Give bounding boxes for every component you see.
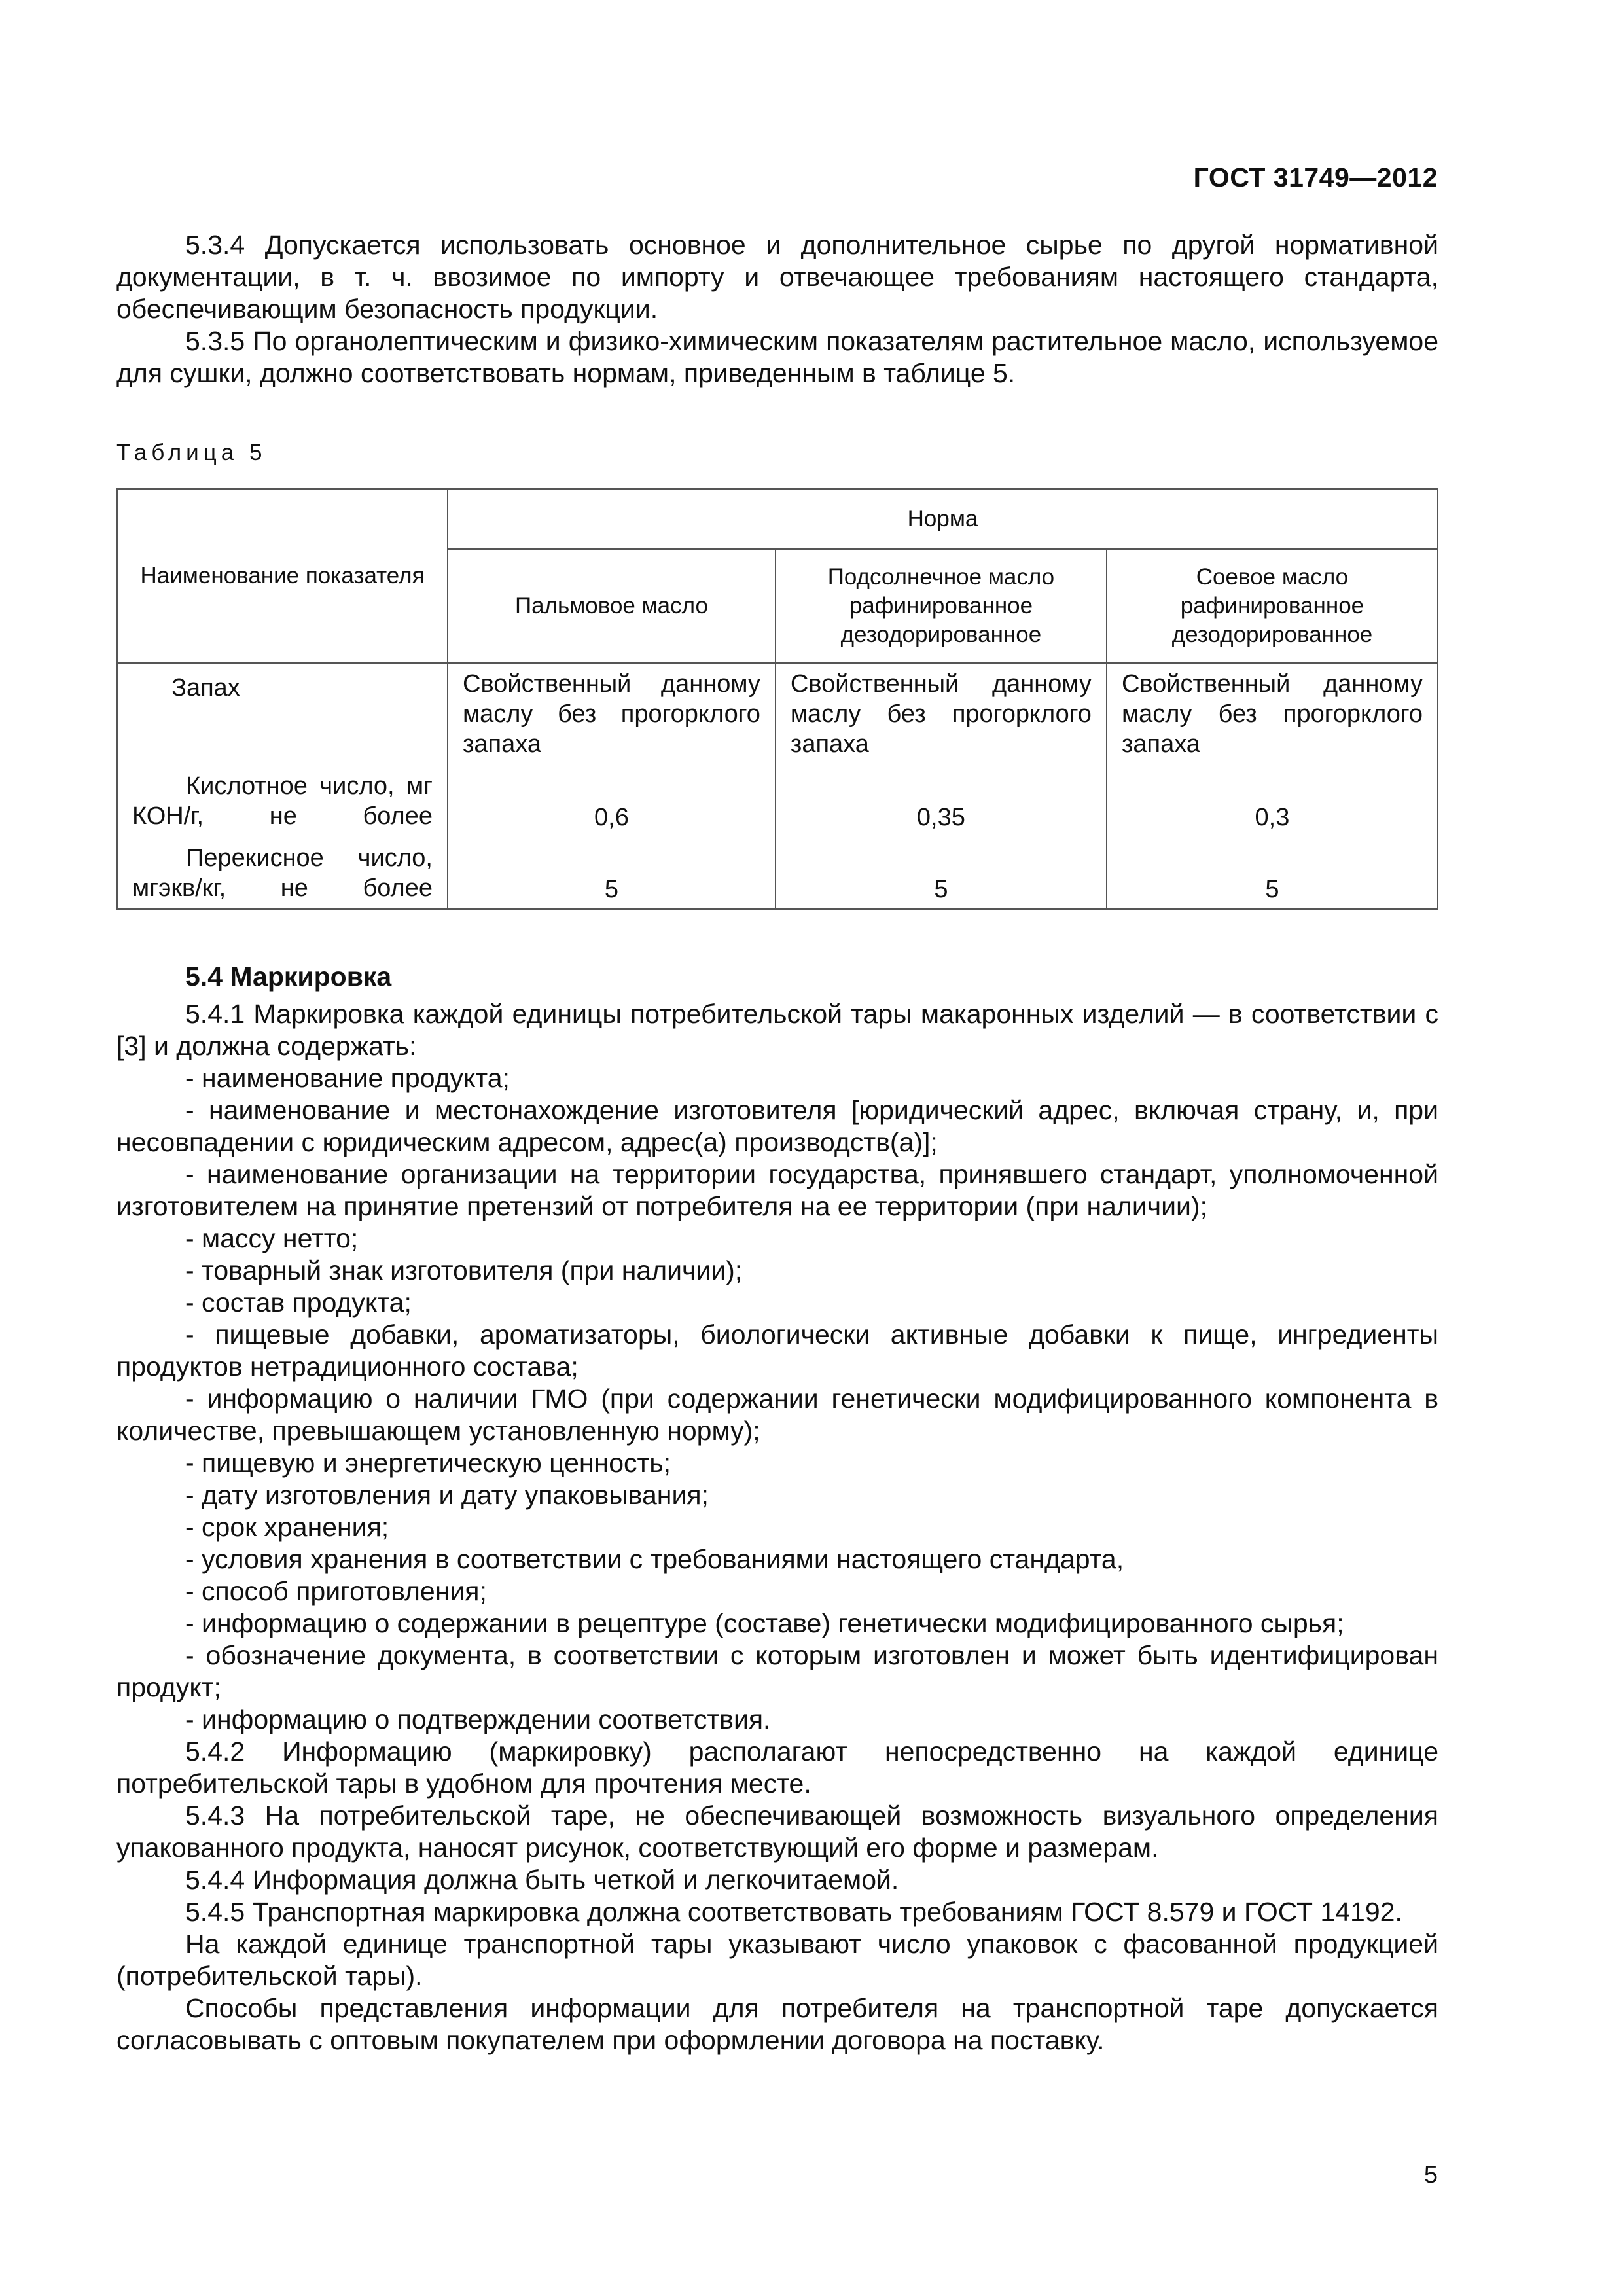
list-item: - состав продукта; (185, 1287, 412, 1318)
list-item: - информацию о наличии ГМО (при содержании генетически модифицированного компонента в количестве, превышающем установленную норму); (116, 1384, 1438, 1446)
list-item: - условия хранения в соответствии с требованиями настоящего стандарта, (185, 1544, 1124, 1574)
list-item: - наименование продукта; (185, 1063, 510, 1093)
row-name: Кислотное число, мг КОН/г, не более (117, 764, 448, 836)
table-header-name: Наименование показателя (117, 489, 448, 663)
list-item: - способ приготовления; (185, 1576, 487, 1606)
table-header-col: Пальмовое масло (448, 549, 776, 663)
paragraph: 5.4.4 Информация должна быть четкой и легкочитаемой. (185, 1865, 899, 1895)
list-item: - дату изготовления и дату упаковывания; (185, 1480, 709, 1510)
row-name: Запах (117, 663, 448, 764)
standard-code: ГОСТ 31749—2012 (1193, 162, 1438, 192)
list-item: - пищевую и энергетическую ценность; (185, 1448, 671, 1478)
row-value: Свойственный данному маслу без прогорклого запаха (448, 663, 776, 764)
table-header-col: Подсолнечное масло рафинированное дезодорированное (776, 549, 1107, 663)
table-header-norm: Норма (448, 489, 1438, 549)
paragraph: На каждой единице транспортной тары указывают число упаковок с фасованной продукцией (потребительской тары). (116, 1929, 1438, 1991)
list-item: - срок хранения; (185, 1512, 389, 1542)
row-value: Свойственный данному маслу без прогорклого запаха (776, 663, 1107, 764)
row-value: 0,3 (1107, 764, 1438, 836)
table-row (117, 663, 1438, 764)
row-value: 5 (448, 836, 776, 909)
norms-table (116, 488, 1438, 910)
table-label: Таблица 5 (116, 440, 267, 465)
section-title: 5.4 Маркировка (185, 961, 392, 992)
table-row (117, 764, 1438, 836)
table-row (117, 836, 1438, 909)
row-value: 5 (1107, 836, 1438, 909)
list-item: - пищевые добавки, ароматизаторы, биологически активные добавки к пище, ингредиенты продуктов нетрадиционного состава; (116, 1319, 1438, 1382)
row-value: 0,6 (448, 764, 776, 836)
list-item: - информацию о подтверждении соответствия. (185, 1704, 771, 1734)
row-value: 5 (776, 836, 1107, 909)
paragraph: 5.4.3 На потребительской таре, не обеспечивающей возможность визуального определения упакованного продукта, наносят рисунок, соответствующий его форме и размерам. (116, 1801, 1438, 1863)
section-body (116, 998, 1438, 2056)
row-value: Свойственный данному маслу без прогорклого запаха (1107, 663, 1438, 764)
list-item: - товарный знак изготовителя (при наличии); (185, 1255, 743, 1285)
page-content (116, 229, 1438, 2056)
list-item: - обозначение документа, в соответствии с которым изготовлен и может быть идентифицирован продукт; (116, 1640, 1438, 1702)
list-item: - наименование организации на территории государства, принявшего стандарт, уполномоченной изготовителем на принятие претензий от потребителя на ее территории (при наличии); (116, 1159, 1438, 1221)
row-value: 0,35 (776, 764, 1107, 836)
paragraph: Способы представления информации для потребителя на транспортной таре допускается согласовывать с оптовым покупателем при оформлении договора на поставку. (116, 1993, 1438, 2055)
paragraph: 5.4.1 Маркировка каждой единицы потребительской тары макаронных изделий — в соответствии с [3] и должна содержать: (116, 999, 1438, 1061)
paragraph: 5.4.2 Информацию (маркировку) располагают непосредственно на каждой единице потребительской тары в удобном для прочтения месте. (116, 1736, 1438, 1799)
page-number: 5 (1423, 2161, 1438, 2189)
list-item: - массу нетто; (185, 1223, 359, 1253)
row-name: Перекисное число, мгэкв/кг, не более (117, 836, 448, 909)
list-item: - информацию о содержании в рецептуре (составе) генетически модифицированного сырья; (185, 1608, 1344, 1638)
paragraph-5-3-5: 5.3.5 По органолептическим и физико-химическим показателям растительное масло, используемое для сушки, должно соответствовать нормам, приведенным в таблице 5. (116, 326, 1438, 388)
table-header-col: Соевое масло рафинированное дезодорированное (1107, 549, 1438, 663)
paragraph-5-3-4: 5.3.4 Допускается использовать основное и дополнительное сырье по другой нормативной документации, в т. ч. ввозимое по импорту и отвечающее требованиям настоящего стандарта, обеспечивающим безопасность продукции. (116, 230, 1438, 324)
list-item: - наименование и местонахождение изготовителя [юридический адрес, включая страну, и, при несовпадении с юридическим адресом, адрес(а) производств(а)]; (116, 1095, 1438, 1157)
paragraph: 5.4.5 Транспортная маркировка должна соответствовать требованиям ГОСТ 8.579 и ГОСТ 14192. (185, 1897, 1402, 1927)
